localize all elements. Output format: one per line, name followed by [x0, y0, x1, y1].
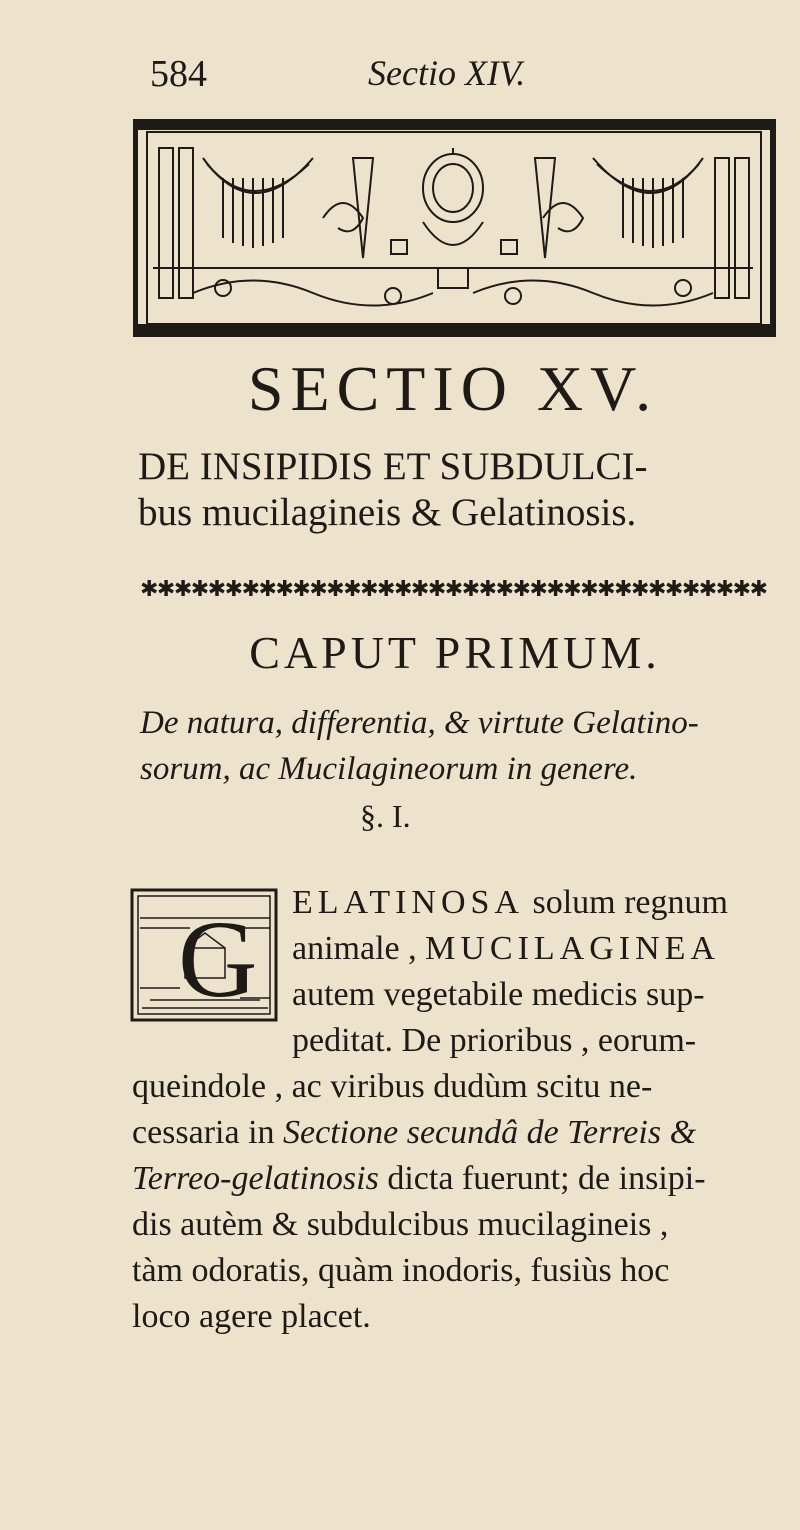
- body-line-6-start: cessaria in: [132, 1114, 275, 1151]
- body-line-8: dis autèm & subdulcibus mucilagineis ,: [132, 1206, 669, 1243]
- chapter-subtitle-line-2: sorum, ac Mucilagineorum in genere.: [140, 751, 638, 787]
- body-line-6-italic: Sectione secundâ de Terreis &: [283, 1114, 697, 1151]
- running-head: [150, 52, 750, 96]
- body-line-7-italic: Terreo-gelatinosis: [132, 1160, 379, 1197]
- body-line-7-rest: dicta fuerunt; de insipi-: [387, 1160, 706, 1197]
- body-line-4: peditat. De prioribus , eorum-: [292, 1022, 697, 1059]
- page-number: 584: [150, 53, 207, 95]
- chapter-subtitle-line-1: De natura, differentia, & virtute Gelatino-: [140, 705, 699, 741]
- body-line-2: [132, 926, 782, 972]
- section-title: SECTIO XV.: [247, 353, 659, 424]
- svg-text:✱✱✱✱✱✱✱✱✱✱✱✱✱✱✱✱✱✱✱✱✱✱✱✱✱✱✱✱✱✱: ✱✱✱✱✱✱✱✱✱✱✱✱✱✱✱✱✱✱✱✱✱✱✱✱✱✱✱✱✱✱✱✱✱✱✱✱✱: [140, 577, 768, 602]
- body-line-3: autem vegetabile medicis sup-: [292, 976, 705, 1013]
- body-line-5: queindole , ac viribus dudùm scitu ne-: [132, 1068, 653, 1105]
- body-line-10: loco agere placet.: [132, 1298, 371, 1335]
- ornamental-headpiece-icon: [133, 118, 777, 340]
- body-line-1-word: ELATINOSA: [292, 884, 524, 921]
- section-subtitle: [138, 444, 778, 536]
- paragraph-mark: §. I.: [360, 798, 411, 834]
- body-line-1: [132, 880, 782, 926]
- chapter-subtitle: [140, 700, 780, 792]
- asterisk-rule-icon: [140, 572, 770, 602]
- body-line-7: [132, 1156, 782, 1202]
- initial-letter: G: [178, 898, 258, 1020]
- chapter-title: CAPUT PRIMUM.: [249, 627, 661, 678]
- subtitle-line-2: bus mucilagineis & Gelatinosis.: [138, 491, 637, 534]
- body-line-2-word: animale ,: [292, 930, 417, 967]
- body-line-9: tàm odoratis, quàm inodoris, fusiùs hoc: [132, 1252, 670, 1289]
- body-line-2-rest: MUCILAGINEA: [425, 930, 720, 967]
- body-paragraph: [132, 880, 782, 1340]
- body-line-1-rest: solum regnum: [532, 884, 728, 921]
- body-line-6: [132, 1110, 782, 1156]
- running-title: Sectio XIV.: [368, 53, 526, 93]
- subtitle-line-1: DE INSIPIDIS ET SUBDULCI-: [138, 445, 648, 488]
